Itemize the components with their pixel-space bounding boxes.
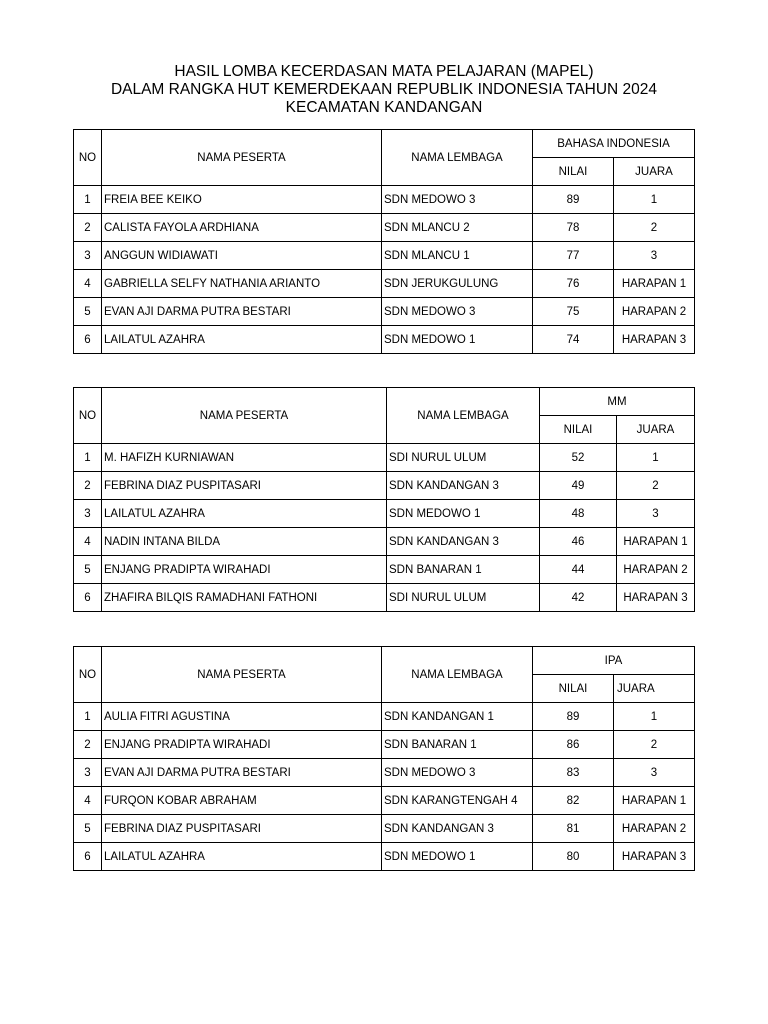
table-row — [74, 787, 695, 815]
cell-juara: 1 — [614, 186, 695, 214]
cell-nama-peserta: EVAN AJI DARMA PUTRA BESTARI — [102, 298, 382, 326]
table-row — [74, 214, 695, 242]
cell-no: 2 — [74, 472, 102, 500]
cell-nama-peserta: GABRIELLA SELFY NATHANIA ARIANTO — [102, 270, 382, 298]
cell-nilai: 76 — [533, 270, 614, 298]
cell-nama-peserta: FEBRINA DIAZ PUSPITASARI — [102, 472, 387, 500]
header-subject: IPA — [533, 647, 695, 675]
cell-juara: 2 — [614, 214, 695, 242]
header-juara: JUARA — [614, 158, 695, 186]
table-body — [74, 388, 695, 612]
cell-nama-lembaga: SDN MLANCU 2 — [382, 214, 533, 242]
table-row — [74, 472, 695, 500]
cell-nama-lembaga: SDN MEDOWO 3 — [382, 759, 533, 787]
cell-nilai: 81 — [533, 815, 614, 843]
cell-no: 5 — [74, 815, 102, 843]
header-nama-peserta: NAMA PESERTA — [102, 647, 382, 703]
header-nama-peserta: NAMA PESERTA — [102, 388, 387, 444]
cell-nama-lembaga: SDN KANDANGAN 3 — [382, 815, 533, 843]
table-row — [74, 731, 695, 759]
cell-nama-lembaga: SDN JERUKGULUNG — [382, 270, 533, 298]
table-row — [74, 500, 695, 528]
cell-nilai: 86 — [533, 731, 614, 759]
cell-no: 2 — [74, 731, 102, 759]
cell-juara: HARAPAN 2 — [617, 556, 695, 584]
results-table-bahasa-indonesia — [73, 129, 695, 354]
cell-juara: HARAPAN 3 — [617, 584, 695, 612]
cell-juara: HARAPAN 3 — [614, 843, 695, 871]
cell-nilai: 83 — [533, 759, 614, 787]
table-row — [74, 703, 695, 731]
cell-nilai: 77 — [533, 242, 614, 270]
cell-nama-peserta: M. HAFIZH KURNIAWAN — [102, 444, 387, 472]
cell-nama-lembaga: SDI NURUL ULUM — [387, 584, 540, 612]
header-subject: BAHASA INDONESIA — [533, 130, 695, 158]
header-nilai: NILAI — [533, 158, 614, 186]
document-title-line-2: DALAM RANGKA HUT KEMERDEKAAN REPUBLIK INDONESIA TAHUN 2024 — [110, 81, 658, 98]
cell-nama-peserta: LAILATUL AZAHRA — [102, 500, 387, 528]
cell-juara: HARAPAN 1 — [617, 528, 695, 556]
cell-juara: HARAPAN 2 — [614, 815, 695, 843]
cell-nama-peserta: FURQON KOBAR ABRAHAM — [102, 787, 382, 815]
cell-nama-peserta: FREIA BEE KEIKO — [102, 186, 382, 214]
table-row — [74, 270, 695, 298]
cell-nama-peserta: LAILATUL AZAHRA — [102, 843, 382, 871]
cell-no: 6 — [74, 584, 102, 612]
cell-nama-lembaga: SDN KANDANGAN 1 — [382, 703, 533, 731]
table-body — [74, 130, 695, 354]
cell-no: 1 — [74, 444, 102, 472]
cell-juara: HARAPAN 2 — [614, 298, 695, 326]
cell-no: 3 — [74, 242, 102, 270]
table-row — [74, 815, 695, 843]
cell-nilai: 74 — [533, 326, 614, 354]
cell-juara: 3 — [614, 242, 695, 270]
cell-nilai: 80 — [533, 843, 614, 871]
cell-nama-lembaga: SDN KANDANGAN 3 — [387, 528, 540, 556]
cell-nama-peserta: EVAN AJI DARMA PUTRA BESTARI — [102, 759, 382, 787]
table-row — [74, 528, 695, 556]
cell-no: 5 — [74, 298, 102, 326]
cell-no: 3 — [74, 500, 102, 528]
header-no: NO — [74, 388, 102, 444]
table-row — [74, 843, 695, 871]
cell-nama-lembaga: SDN KARANGTENGAH 4 — [382, 787, 533, 815]
cell-nama-lembaga: SDN MEDOWO 3 — [382, 186, 533, 214]
cell-nama-peserta: ANGGUN WIDIAWATI — [102, 242, 382, 270]
cell-juara: 3 — [614, 759, 695, 787]
cell-juara: 1 — [614, 703, 695, 731]
header-no: NO — [74, 647, 102, 703]
cell-nama-lembaga: SDN KANDANGAN 3 — [387, 472, 540, 500]
cell-juara: HARAPAN 1 — [614, 270, 695, 298]
cell-nama-lembaga: SDN MEDOWO 1 — [387, 500, 540, 528]
cell-nilai: 46 — [540, 528, 617, 556]
cell-juara: 1 — [617, 444, 695, 472]
cell-nama-peserta: NADIN INTANA BILDA — [102, 528, 387, 556]
cell-nilai: 82 — [533, 787, 614, 815]
cell-no: 5 — [74, 556, 102, 584]
cell-juara: HARAPAN 1 — [614, 787, 695, 815]
cell-no: 2 — [74, 214, 102, 242]
cell-nilai: 78 — [533, 214, 614, 242]
header-no: NO — [74, 130, 102, 186]
cell-nilai: 48 — [540, 500, 617, 528]
cell-no: 3 — [74, 759, 102, 787]
cell-juara: HARAPAN 3 — [614, 326, 695, 354]
header-juara: JUARA — [614, 675, 695, 703]
cell-nilai: 44 — [540, 556, 617, 584]
cell-nama-lembaga: SDI NURUL ULUM — [387, 444, 540, 472]
cell-nama-peserta: ENJANG PRADIPTA WIRAHADI — [102, 556, 387, 584]
header-subject: MM — [540, 388, 695, 416]
cell-no: 6 — [74, 326, 102, 354]
cell-juara: 3 — [617, 500, 695, 528]
cell-nilai: 42 — [540, 584, 617, 612]
header-row — [74, 130, 695, 158]
header-nilai: NILAI — [533, 675, 614, 703]
results-table-ipa — [73, 646, 695, 871]
header-nama-lembaga: NAMA LEMBAGA — [387, 388, 540, 444]
header-nama-lembaga: NAMA LEMBAGA — [382, 130, 533, 186]
cell-nama-peserta: CALISTA FAYOLA ARDHIANA — [102, 214, 382, 242]
table-row — [74, 186, 695, 214]
results-table-mm — [73, 387, 695, 612]
document-title-line-1: HASIL LOMBA KECERDASAN MATA PELAJARAN (MAPEL) — [174, 63, 594, 80]
header-nilai: NILAI — [540, 416, 617, 444]
header-row — [74, 647, 695, 675]
table-row — [74, 759, 695, 787]
cell-no: 4 — [74, 787, 102, 815]
cell-nama-peserta: AULIA FITRI AGUSTINA — [102, 703, 382, 731]
header-juara: JUARA — [617, 416, 695, 444]
cell-nama-lembaga: SDN BANARAN 1 — [387, 556, 540, 584]
cell-nama-lembaga: SDN MEDOWO 1 — [382, 326, 533, 354]
cell-nama-lembaga: SDN MEDOWO 3 — [382, 298, 533, 326]
table-row — [74, 556, 695, 584]
document-title-line-3: KECAMATAN KANDANGAN — [285, 99, 483, 116]
cell-nama-lembaga: SDN MLANCU 1 — [382, 242, 533, 270]
cell-nama-lembaga: SDN BANARAN 1 — [382, 731, 533, 759]
cell-nama-peserta: LAILATUL AZAHRA — [102, 326, 382, 354]
table-row — [74, 242, 695, 270]
cell-no: 1 — [74, 186, 102, 214]
cell-juara: 2 — [614, 731, 695, 759]
cell-nilai: 89 — [533, 186, 614, 214]
header-nama-lembaga: NAMA LEMBAGA — [382, 647, 533, 703]
cell-nama-peserta: ZHAFIRA BILQIS RAMADHANI FATHONI — [102, 584, 387, 612]
cell-nilai: 49 — [540, 472, 617, 500]
table-row — [74, 326, 695, 354]
cell-nama-lembaga: SDN MEDOWO 1 — [382, 843, 533, 871]
table-row — [74, 444, 695, 472]
table-row — [74, 584, 695, 612]
cell-nama-peserta: ENJANG PRADIPTA WIRAHADI — [102, 731, 382, 759]
cell-no: 1 — [74, 703, 102, 731]
cell-no: 6 — [74, 843, 102, 871]
cell-juara: 2 — [617, 472, 695, 500]
cell-nama-peserta: FEBRINA DIAZ PUSPITASARI — [102, 815, 382, 843]
table-body — [74, 647, 695, 871]
header-nama-peserta: NAMA PESERTA — [102, 130, 382, 186]
cell-nilai: 75 — [533, 298, 614, 326]
cell-no: 4 — [74, 270, 102, 298]
table-row — [74, 298, 695, 326]
cell-nilai: 52 — [540, 444, 617, 472]
cell-no: 4 — [74, 528, 102, 556]
header-row — [74, 388, 695, 416]
cell-nilai: 89 — [533, 703, 614, 731]
